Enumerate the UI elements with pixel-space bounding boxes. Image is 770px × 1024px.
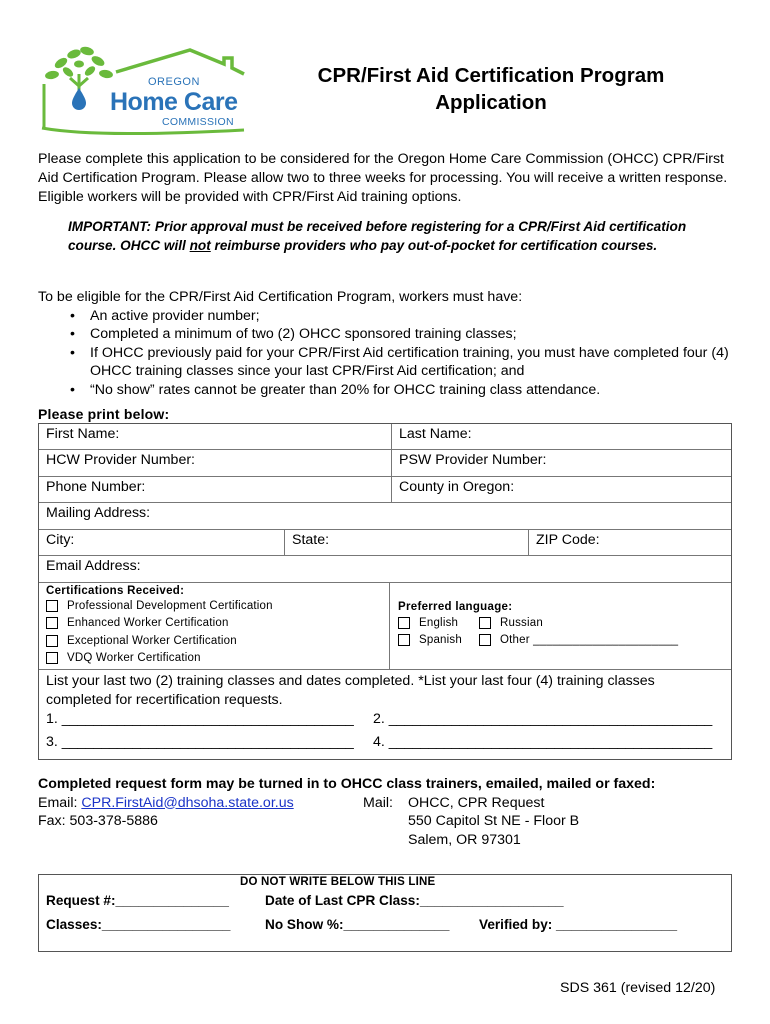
russian-label: Russian: [500, 616, 543, 629]
page-title: [264, 62, 718, 116]
mail-line-1: OHCC, CPR Request: [408, 794, 545, 811]
other-label: Other ______________________: [500, 634, 679, 647]
verified-by-field[interactable]: Verified by: ________________: [479, 917, 678, 932]
training-line-2[interactable]: 2. _________________________________________: [373, 711, 713, 727]
eligibility-item: • An active provider number;: [68, 307, 738, 326]
submission-heading: Completed request form may be turned in to OHCC class trainers, emailed, mailed or faxed:: [38, 776, 656, 792]
training-instructions: List your last two (2) training classes and dates completed. *List your last four (4) training classes completed for recertification requests.: [46, 673, 655, 708]
first-name-label: First Name:: [46, 426, 120, 442]
request-number-field[interactable]: Request #:_______________: [46, 893, 229, 908]
mailing-address-field[interactable]: [39, 503, 731, 529]
county-field[interactable]: [392, 477, 731, 502]
intro-text: Please complete this application to be considered for the Oregon Home Care Commission (OHCC) CPR/First Aid Certification Program. Please allow two to three weeks for processing. You will receive a written response. Eligible workers will be provided with CPR/First Aid training options.: [38, 151, 728, 205]
cert-label: Exceptional Worker Certification: [67, 634, 237, 647]
spanish-label: Spanish: [419, 634, 462, 647]
important-after: reimburse providers who pay out-of-pocket for certification courses.: [210, 237, 658, 253]
row-provider: [39, 450, 731, 477]
psw-provider-field[interactable]: [392, 450, 731, 476]
title-line-1: CPR/First Aid Certification Program: [317, 64, 665, 87]
logo-oregon: OREGON: [148, 76, 200, 88]
email-link[interactable]: CPR.FirstAid@dhsoha.state.or.us: [81, 794, 294, 811]
submission-info: [38, 775, 738, 849]
logo-commission: COMMISSION: [162, 116, 234, 128]
training-line-3[interactable]: 3. _____________________________________: [46, 734, 354, 750]
checkbox-box[interactable]: [46, 600, 58, 612]
title-line-2: Application: [435, 91, 547, 114]
cert-vdq-checkbox[interactable]: [46, 650, 382, 668]
hcw-label: HCW Provider Number:: [46, 452, 195, 468]
fax-number: Fax: 503-378-5886: [38, 813, 158, 829]
last-cpr-date-field[interactable]: Date of Last CPR Class:___________________: [265, 893, 564, 908]
eligibility-item: • Completed a minimum of two (2) OHCC sponsored training classes;: [68, 325, 738, 344]
mail-line-3: Salem, OR 97301: [408, 831, 521, 848]
email-contact-label: Email:: [38, 794, 82, 811]
certifications-group: [39, 583, 389, 669]
mail-line-2: 550 Capitol St NE - Floor B: [408, 813, 580, 829]
city-field[interactable]: [39, 530, 284, 555]
classes-field[interactable]: Classes:_________________: [46, 917, 231, 932]
row-phone: [39, 477, 731, 503]
russian-checkbox[interactable]: [479, 617, 491, 629]
eligibility-lead: To be eligible for the CPR/First Aid Certification Program, workers must have:: [38, 289, 523, 305]
phone-field[interactable]: [39, 477, 391, 502]
office-use-heading: DO NOT WRITE BELOW THIS LINE: [240, 876, 436, 888]
email-address-field[interactable]: [39, 556, 731, 582]
row-city: [39, 530, 731, 556]
psw-label: PSW Provider Number:: [399, 452, 547, 468]
checkbox-box[interactable]: [46, 635, 58, 647]
training-line-1[interactable]: 1. _____________________________________: [46, 711, 354, 727]
last-name-label: Last Name:: [399, 426, 472, 442]
cert-label: Professional Development Certification: [67, 599, 273, 612]
city-label: City:: [46, 532, 75, 548]
cert-label: VDQ Worker Certification: [67, 652, 201, 665]
mailing-label: Mailing Address:: [46, 505, 151, 521]
print-below-label: Please print below:: [38, 406, 170, 422]
certifications-title: Certifications Received:: [46, 585, 185, 597]
language-group: [391, 583, 731, 669]
eligibility-section: [38, 288, 738, 399]
office-use-box: [38, 874, 732, 952]
eligibility-list: [38, 307, 738, 400]
phone-label: Phone Number:: [46, 479, 146, 495]
cert-professional-checkbox[interactable]: [46, 597, 382, 615]
training-classes-field[interactable]: [39, 670, 731, 760]
first-name-field[interactable]: [39, 424, 391, 449]
english-label: English: [419, 616, 459, 629]
last-name-field[interactable]: [392, 424, 731, 449]
other-checkbox[interactable]: [479, 634, 491, 646]
no-show-field[interactable]: No Show %:______________: [265, 917, 450, 932]
important-notice: [68, 218, 708, 255]
hcw-provider-field[interactable]: [39, 450, 391, 476]
checkbox-box[interactable]: [46, 617, 58, 629]
county-label: County in Oregon:: [399, 479, 515, 495]
form-number: SDS 361 (revised 12/20): [560, 980, 716, 996]
zip-label: ZIP Code:: [536, 532, 600, 548]
cert-enhanced-checkbox[interactable]: [46, 615, 382, 633]
logo-home-care: Home Care: [110, 88, 238, 116]
application-form: [38, 423, 732, 760]
row-training: [39, 670, 731, 760]
training-line-4[interactable]: 4. _________________________________________: [373, 734, 713, 750]
spanish-checkbox[interactable]: [398, 634, 410, 646]
row-mailing: [39, 503, 731, 530]
checkbox-box[interactable]: [46, 652, 58, 664]
state-label: State:: [292, 532, 330, 548]
row-certifications: [39, 583, 731, 670]
english-checkbox[interactable]: [398, 617, 410, 629]
important-before: IMPORTANT: Prior approval must be received before registering for a CPR/First Aid certification course. OHCC will: [68, 219, 687, 253]
eligibility-item: • If OHCC previously paid for your CPR/First Aid certification training, you must have completed four (4) OHCC training classes since your last CPR/First Aid certification; and: [68, 344, 738, 381]
state-field[interactable]: [285, 530, 528, 555]
language-title: Preferred language:: [398, 601, 513, 613]
important-underlined: not: [189, 237, 211, 253]
email-label: Email Address:: [46, 558, 141, 574]
cert-label: Enhanced Worker Certification: [67, 617, 229, 630]
eligibility-item: • “No show” rates cannot be greater than 20% for OHCC training class attendance.: [68, 381, 738, 400]
row-email: [39, 556, 731, 583]
ohcc-logo: [38, 44, 250, 136]
zip-field[interactable]: [529, 530, 731, 555]
row-names: [39, 424, 731, 450]
cert-exceptional-checkbox[interactable]: [46, 632, 382, 650]
mail-label: Mail:: [363, 794, 393, 811]
